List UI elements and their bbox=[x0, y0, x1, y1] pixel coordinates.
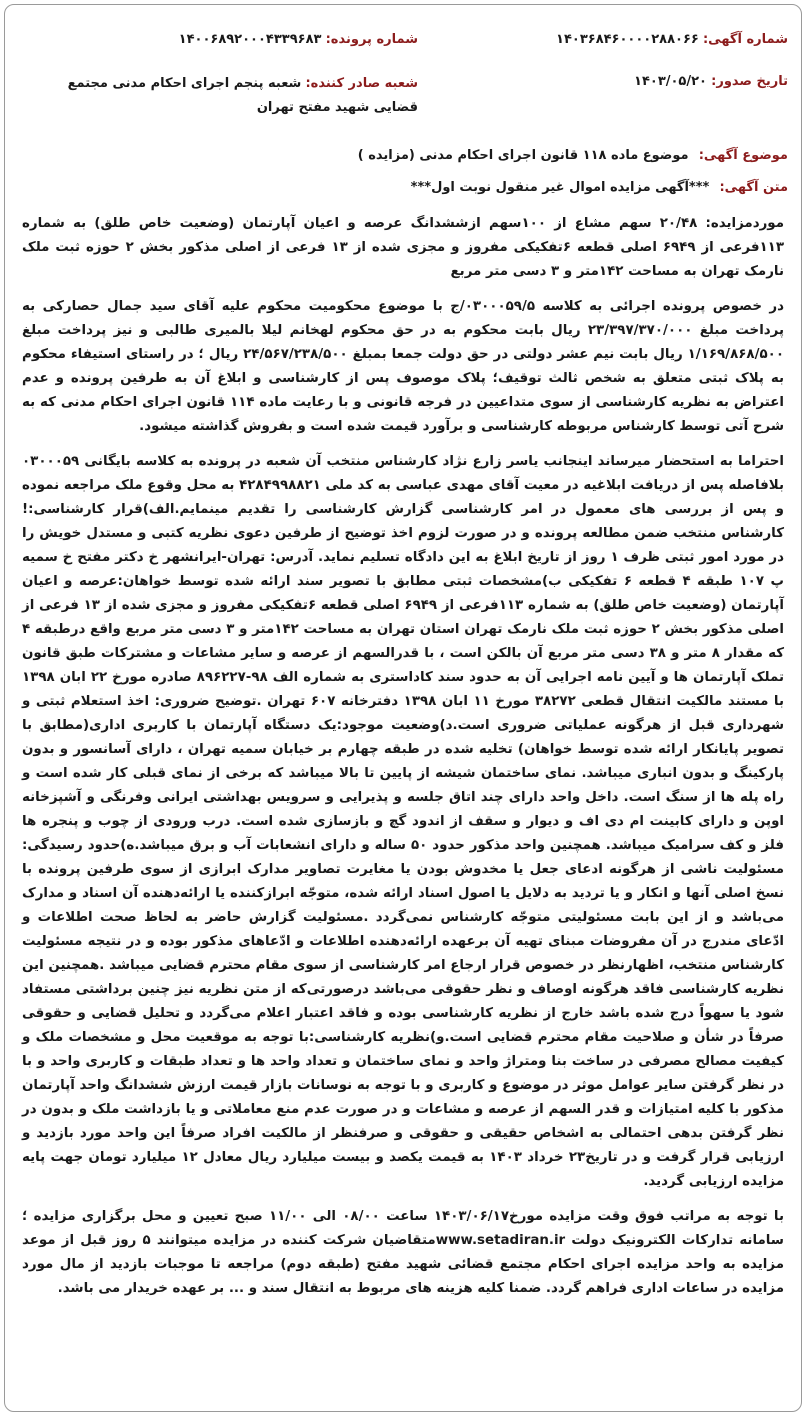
issuer-label: شعبه صادر کننده: bbox=[305, 76, 418, 91]
case-number-label: شماره پرونده: bbox=[325, 32, 418, 47]
ad-number-value: ۱۴۰۳۶۸۴۶۰۰۰۰۲۸۸۰۶۶ bbox=[556, 32, 699, 47]
ad-text-label: متن آگهی: bbox=[719, 180, 788, 195]
auction-schedule-paragraph: با توجه به مراتب فوق وقت مزایده مورخ۱۴۰۳/۰۶/۱۷ ساعت ۰۸/۰۰ الی ۱۱/۰۰ صبح تعیین و محل برگزاری مزایده ؛سامانه تدارکات الکترونیک دولت www.setadiran.irمتقاضیان شرکت کننده در مزایده میتوانند ۵ روز قبل از موعد مزایده به واحد مزایده اجرای احکام مجتمع قضائی شهید مفتح (طبقه دوم) مراجعه تا موجبات بازدید از مال مورد مزایده در ساعات اداری فراهم گردد. ضمنا کلیه هزینه های مربوط به انتقال سند و ... بر عهده خریدار می باشد. bbox=[22, 1209, 784, 1296]
issuer-row bbox=[28, 72, 418, 120]
ad-number-row bbox=[428, 30, 788, 50]
issue-date-value: ۱۴۰۳/۰۵/۲۰ bbox=[634, 74, 707, 89]
ad-text-row bbox=[18, 178, 788, 198]
case-number-row bbox=[28, 30, 418, 50]
ad-text-value: ***آگهی مزایده اموال غیر منقول نوبت اول*** bbox=[410, 180, 710, 195]
auction-item-paragraph: موردمزایده: ۲۰/۴۸ سهم مشاع از ۱۰۰سهم ازششدانگ عرصه و اعیان آپارتمان (وضعیت خاص طلق) به شماره ۱۱۳فرعی از ۶۹۴۹ اصلی قطعه ۶تفکیکی مفروز و مجزی شده از ۱۳ فرعی از اصلی مذکور بخش ۲ حوزه ثبت ملک نارمک تهران به مساحت ۱۴۲متر و ۳ دسی متر مربع bbox=[22, 216, 784, 279]
header-block bbox=[18, 30, 788, 130]
expert-report-paragraph: احتراما به استحضار میرساند اینجانب یاسر زارع نژاد کارشناس منتخب آن شعبه در پرونده به کلاسه بایگانی ۰۳۰۰۰۵۹ بلافاصله پس از دریافت ابلاغیه در معیت آقای مهدی عباسی به کد ملی ۴۲۸۴۹۹۸۸۲۱ به محل وقوع ملک مراجعه نموده و پس از بررسی های معمول در امر کارشناسی گزارش کارشناسی را تقدیم مینمایم.الف)قرار کارشناسی:! کارشناس منتخب ضمن مطالعه پرونده و در صورت لزوم اخذ توضیح از طرفین دعوی نظریه کتبی و مستدل خویش را در مورد امور ثبتی ظرف ۱ روز از تاریخ ابلاغ به این دادگاه تسلیم نماید. آدرس: تهران-ایرانشهر خ دکتر مفتح خ سمیه پ ۱۰۷ طبقه ۴ قطعه ۶ تفکیکی ب)مشخصات ثبتی مطابق با تصویر سند ارائه شده توسط خواهان:عرصه و اعیان آپارتمان (وضعیت خاص طلق) به شماره ۱۱۳فرعی از ۶۹۴۹ اصلی قطعه ۶تفکیکی مفروز و مجزی شده از ۱۳ فرعی از اصلی مذکور بخش ۲ حوزه ثبت ملک نارمک تهران استان تهران به مساحت ۱۴۲متر و ۳ دسی متر مربع واقع درطبقه ۴ که مقدار ۸ متر و ۳۸ دسی متر مربع آن بالکن است ، با قدرالسهم از عرصه و سایر مشاعات و مشترکات طبق قانون تملک آپارتمان ها و آیین نامه اجرایی آن به حدود سند کاداستری به شماره الف ۹۸-۸۹۶۲۲۷ صادره مورخ ۲۲ ابان ۱۳۹۸ با مستند مالکیت انتقال قطعی ۳۸۲۷۲ مورخ ۱۱ ابان ۱۳۹۸ دفترخانه ۶۰۷ تهران .توضیح ضروری: اخذ استعلام ثبتی و شهرداری قبل از هرگونه عملیاتی ضروری است.د)وضعیت موجود:یک دستگاه آپارتمان با کاربری اداری(مطابق با تصویر پایانکار ارائه شده توسط خواهان) تخلیه شده در طبقه چهارم بر خیابان سمیه تهران ، دارای آسانسور و بدون پارکینگ و بدون انباری میباشد. نمای ساختمان شیشه از پایین تا بالا میباشد که برخی از نمای قبلی کار شده است و راه پله ها از سنگ است. داخل واحد دارای چند اتاق جلسه و پذیرایی و سرویس بهداشتی ایرانی وفرنگی و آشپزخانه اوپن و دارای کابینت ام دی اف و دیوار و سقف از اندود گچ و بازسازی شده است. درب ورودی از چوب و پنجره ها فلز و کف سرامیک میباشد. همچنین واحد مذکور حدود ۵۰ ساله و دارای انشعابات آب و برق میباشد.ه)حدود رسیدگی: مسئولیت ناشی از هرگونه ادعای جعل یا مخدوش بودن یا مغایرت تصاویر مدارک ابرازی از سوی طرفین پرونده با نسخ اصلی آنها و انکار و یا تردید به دلایل یا اصول اسناد ارائه شده، متوجّه ابرازکننده یا ارائه‌دهنده آن اسناد و مدارک می‌باشد و از این بابت مسئولیتی متوجّه کارشناس نمی‌گردد .مسئولیت گزارش حاضر به لحاظ صحت اطلاعات و ادّعای مندرج در آن مفروضات مبنای تهیه آن برعهده ارائه‌دهنده اطلاعات و ادّعاهای مذکور بوده و در نتیجه مسئولیت کارشناس منتخب، اظهارنظر در خصوص قرار ارجاع امر کارشناسی از سوی مقام محترم قضایی میباشد .همچنین این نظریه کارشناسی فاقد هرگونه اوصاف و نظر حقوقی می‌باشد درصورتی‌که از متن نظریه نیز چنین برداشتی مستفاد شود یا سهواً درج شده باشد خارج از نظریه کارشناسی بوده و فاقد اعتبار اعلام می‌گردد و تحلیل قضایی و حقوقی صرفاً در شأن و صلاحیت مقام محترم قضایی است.و)نظریه کارشناسی:با توجه به موقعیت محل و مشخصات ملک و کیفیت مصالح مصرفی در ساخت بنا ومتراژ واحد و نمای ساختمان و تعداد واحد ها و تعداد طبقات و کاربری واحد و با در نظر گرفتن سایر عوامل موثر در موضوع و کاربری و با توجه به نوسانات بازار قیمت ارزش ششدانگ واحد آپارتمان مذکور با کلیه امتیازات و قدر السهم از عرصه و مشاعات و در صورت عدم منع معاملاتی و یا بازداشت ملک و بدون در نظر گرفتن بدهی احتمالی به اشخاص حقیقی و حقوقی و صرفنظر از مالکیت افراد صرفاً این واحد مورد بازدید و ارزیابی قرار گرفت و در تاریخ۲۳ خرداد ۱۴۰۳ به قیمت یکصد و بیست میلیارد ریال معادل ۱۲ میلیارد تومان جهت پایه مزایده ارزیابی گردید. bbox=[22, 454, 785, 1189]
announcement-body bbox=[22, 212, 784, 1312]
case-details-paragraph: در خصوص پرونده اجرائی به کلاسه ۰۳۰۰۰۵۹/۵/ج با موضوع محکومیت محکوم علیه آقای سید جمال حصارکی به پرداخت مبلغ ۲۳/۳۹۷/۳۷۰/۰۰۰ ریال بابت محکوم به در حق محکوم لهخانم لیلا بالمیری طالبی و نیز پرداخت مبلغ ۱/۱۶۹/۸۶۸/۵۰۰ ریال بابت نیم عشر دولتی در حق دولت جمعا بمبلغ ۲۴/۵۶۷/۲۳۸/۵۰۰ ریال ؛ در راستای استیفاء محکوم به پلاک ثبتی متعلق به شخص ثالث توقیف؛ پلاک موصوف پس از کارشناسی و ابلاغ آن به طرفین پرونده و عدم اعتراض به نظریه کارشناسی از سوی متداعیین در فرجه قانونی و با رعایت ماده ۱۱۴ قانون اجرای احکام مدنی که به شرح آتی توسط کارشناس مربوطه کارشناسی و برآورد قیمت شده است و بفروش گذاشته میشود. bbox=[22, 299, 785, 434]
subject-value: موضوع ماده ۱۱۸ قانون اجرای احکام مدنی (مزایده ) bbox=[357, 148, 689, 163]
subject-row bbox=[18, 146, 788, 166]
subject-label: موضوع آگهی: bbox=[698, 148, 788, 163]
issue-date-row bbox=[428, 72, 788, 92]
ad-number-label: شماره آگهی: bbox=[702, 32, 788, 47]
case-number-value: ۱۴۰۰۶۸۹۲۰۰۰۴۳۳۹۶۸۳ bbox=[178, 32, 322, 47]
issuer-value: شعبه پنجم اجرای احکام مدنی مجتمع قضایی شهید مفتح تهران bbox=[67, 76, 418, 115]
issue-date-label: تاریخ صدور: bbox=[711, 74, 788, 89]
